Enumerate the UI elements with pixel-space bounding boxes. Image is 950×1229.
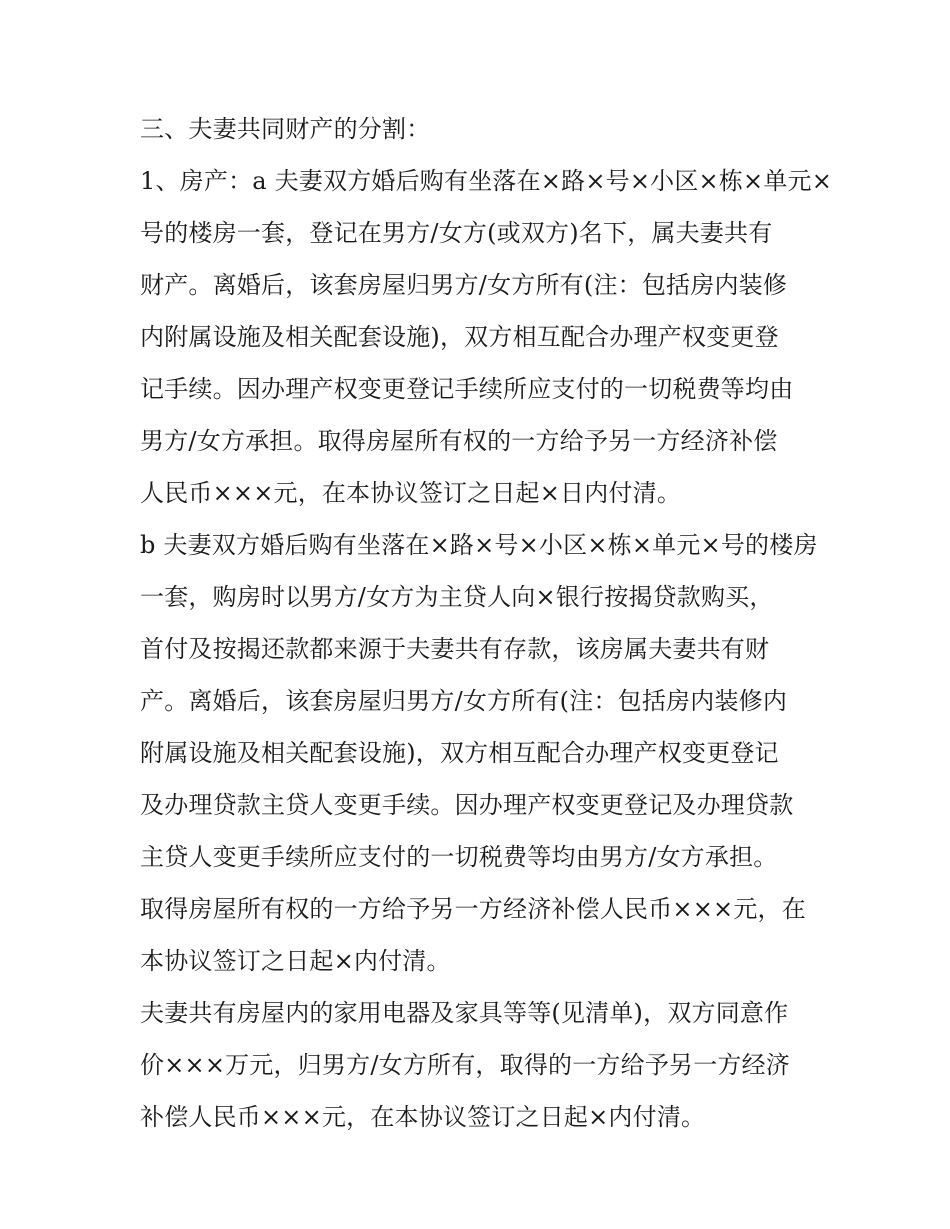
text-line: 一套，购房时以男方/女方为主贷人向×银行按揭贷款购买， [140,583,774,611]
text-line: 本协议签订之日起×内付清。 [140,947,451,975]
text-line: 主贷人变更手续所应支付的一切税费等均由男方/女方承担。 [140,843,778,871]
text-line: 夫妻共有房屋内的家用电器及家具等等(见清单)，双方同意作 [140,999,789,1027]
text-line: 取得房屋所有权的一方给予另一方经济补偿人民币×××元，在 [140,895,806,923]
section-heading: 三、夫妻共同财产的分割： [140,115,431,143]
text-line: 记手续。因办理产权变更登记手续所应支付的一切税费等均由 [140,375,794,403]
text-line: 财产。离婚后，该套房屋归男方/女方所有(注：包括房内装修 [140,271,788,299]
text-line: 男方/女方承担。取得房屋所有权的一方给予另一方经济补偿 [140,427,778,455]
text-line: 号的楼房一套，登记在男方/女方(或双方)名下，属夫妻共有 [140,219,773,247]
text-line: 价×××万元，归男方/女方所有，取得的一方给予另一方经济 [140,1051,791,1079]
text-line: b 夫妻双方婚后购有坐落在×路×号×小区×栋×单元×号的楼房 [140,531,818,559]
text-line: 及办理贷款主贷人变更手续。因办理产权变更登记及办理贷款 [140,791,794,819]
text-line: 产。离婚后，该套房屋归男方/女方所有(注：包括房内装修内 [140,687,788,715]
text-line: 附属设施及相关配套设施)，双方相互配合办理产权变更登记 [140,739,779,767]
text-line: 人民币×××元，在本协议签订之日起×日内付清。 [140,479,682,507]
text-line: 内附属设施及相关配套设施)，双方相互配合办理产权变更登 [140,323,779,351]
text-line: 首付及按揭还款都来源于夫妻共有存款，该房属夫妻共有财 [140,635,770,663]
text-line: 1、房产：a 夫妻双方婚后购有坐落在×路×号×小区×栋×单元× [140,167,833,195]
text-line: 补偿人民币×××元，在本协议签订之日起×内付清。 [140,1103,706,1131]
